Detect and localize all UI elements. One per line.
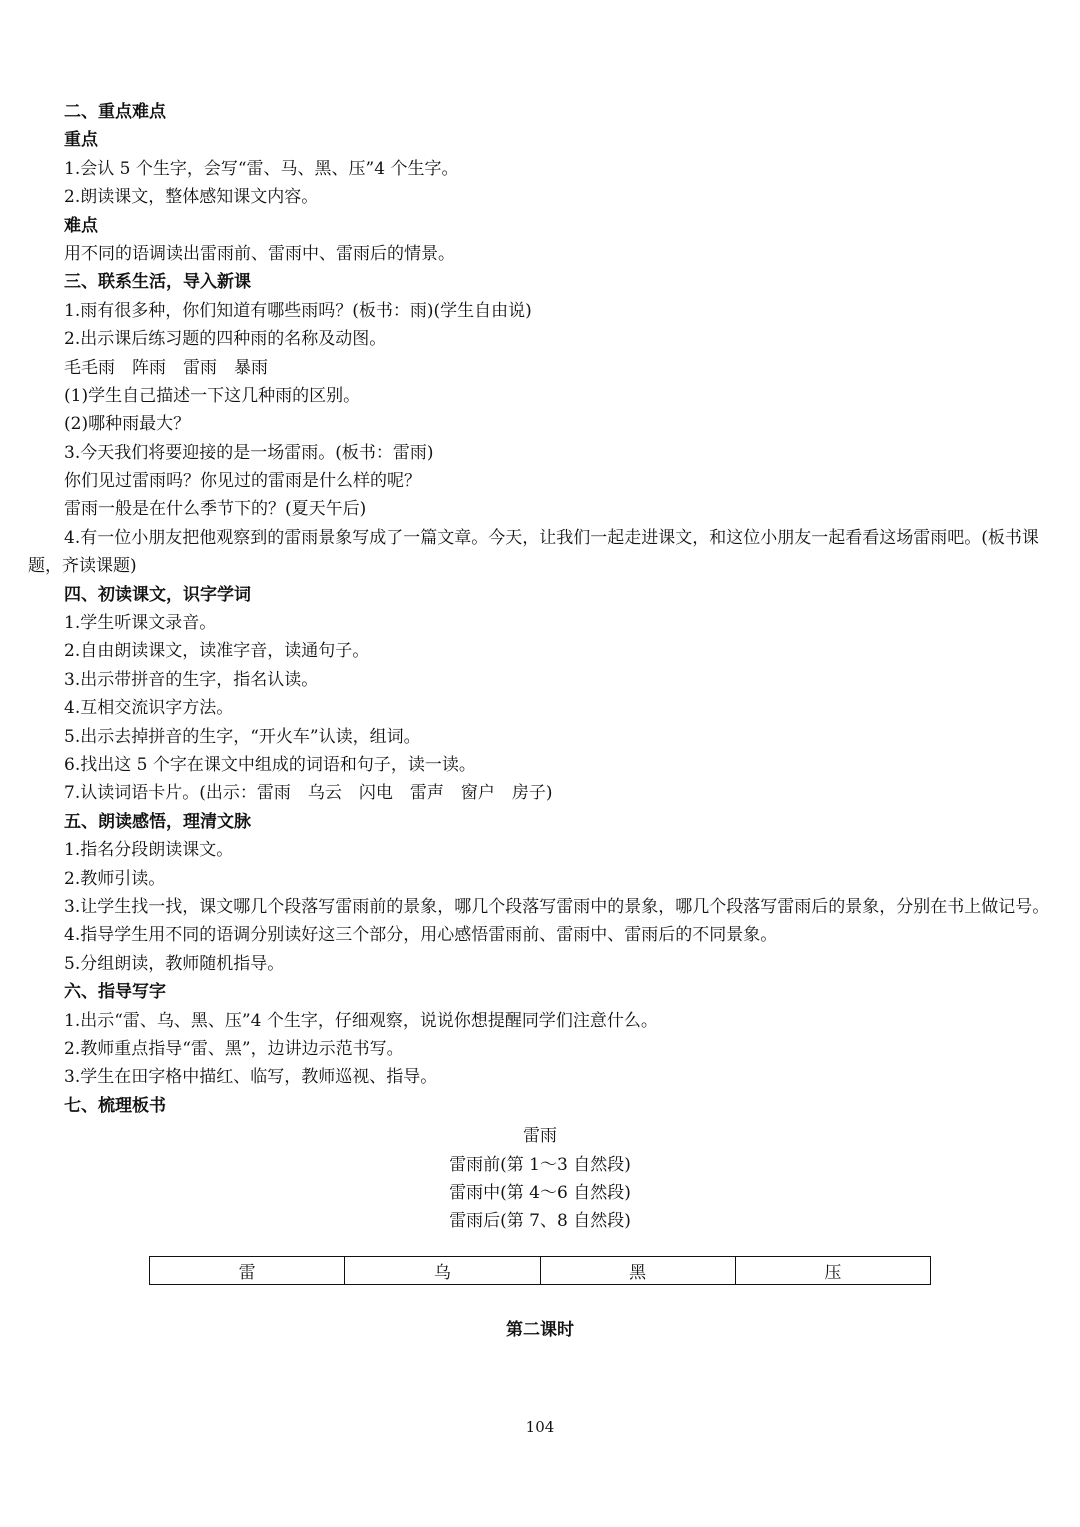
board-line: 雷雨后(第 7、8 自然段) (449, 1211, 631, 1232)
text-line: 2.自由朗读课文，读准字音，读通句子。 (64, 641, 370, 662)
page-number: 104 (525, 1418, 555, 1436)
text-line: 6.找出这 5 个字在课文中组成的词语和句子，读一读。 (64, 755, 476, 776)
text-line: 7.认读词语卡片。(出示：雷雨 乌云 闪电 雷声 窗户 房子) (64, 783, 553, 804)
text-line: 3.学生在田字格中描红、临写，教师巡视、指导。 (64, 1067, 438, 1088)
text-line: (1)学生自己描述一下这几种雨的区别。 (64, 385, 361, 406)
char-cell: 乌 (345, 1256, 540, 1284)
sub-heading: 难点 (64, 215, 98, 236)
paragraph: 3.让学生找一找，课文哪几个段落写雷雨前的景象，哪几个段落写雷雨中的景象，哪几个段落写雷雨后的景象，分别在书上做记号。 (64, 896, 1050, 917)
char-cell: 压 (735, 1256, 930, 1284)
text-line: 1.会认 5 个生字，会写“雷、马、黑、压”4 个生字。 (64, 158, 459, 179)
text-line: 你们见过雷雨吗？你见过的雷雨是什么样的呢？ (64, 471, 421, 492)
board-line: 雷雨前(第 1～3 自然段) (449, 1154, 631, 1175)
text-line: 2.教师引读。 (64, 868, 166, 889)
text-line: 4.互相交流识字方法。 (64, 698, 234, 719)
sub-heading: 重点 (64, 130, 98, 151)
character-table (149, 1256, 931, 1285)
text-line: 2.朗读课文，整体感知课文内容。 (64, 187, 319, 208)
board-title: 雷雨 (523, 1126, 557, 1147)
text-line: 1.出示“雷、乌、黑、压”4 个生字，仔细观察，说说你想提醒同学们注意什么。 (64, 1010, 658, 1031)
table-row (150, 1256, 931, 1284)
text-line: 5.分组朗读，教师随机指导。 (64, 953, 285, 974)
text-line: 2.教师重点指导“雷、黑”，边讲边示范书写。 (64, 1038, 404, 1059)
text-line: 毛毛雨 阵雨 雷雨 暴雨 (64, 357, 268, 378)
board-line: 雷雨中(第 4～6 自然段) (449, 1182, 631, 1203)
section-heading: 六、指导写字 (64, 982, 166, 1003)
text-line: 3.今天我们将要迎接的是一场雷雨。(板书：雷雨) (64, 442, 434, 463)
text-line: 1.学生听课文录音。 (64, 613, 217, 634)
text-line: 5.出示去掉拼音的生字，“开火车”认读，组词。 (64, 726, 421, 747)
text-line: 雷雨一般是在什么季节下的？(夏天午后) (64, 499, 367, 520)
section-heading: 七、梳理板书 (64, 1095, 166, 1116)
text-line: 2.出示课后练习题的四种雨的名称及动图。 (64, 329, 387, 350)
text-line: (2)哪种雨最大？ (64, 414, 191, 435)
text-line: 3.出示带拼音的生字，指名认读。 (64, 669, 319, 690)
char-cell: 黑 (540, 1256, 735, 1284)
section-heading: 四、初读课文，识字学词 (64, 584, 251, 605)
text-line: 1.指名分段朗读课文。 (64, 840, 234, 861)
section-heading: 三、联系生活，导入新课 (64, 272, 251, 293)
lesson-title: 第二课时 (506, 1319, 574, 1340)
char-cell: 雷 (150, 1256, 345, 1284)
section-heading: 五、朗读感悟，理清文脉 (64, 811, 251, 832)
text-line: 4.指导学生用不同的语调分别读好这三个部分，用心感悟雷雨前、雷雨中、雷雨后的不同景象。 (64, 925, 778, 946)
text-line: 1.雨有很多种，你们知道有哪些雨吗？(板书：雨)(学生自由说) (64, 300, 532, 321)
text-line: 用不同的语调读出雷雨前、雷雨中、雷雨后的情景。 (64, 243, 455, 264)
document-page (0, 98, 1080, 1340)
paragraph: 4.有一位小朋友把他观察到的雷雨景象写成了一篇文章。今天，让我们一起走进课文，和这位小朋友一起看看这场雷雨吧。(板书课题，齐读课题) (28, 527, 1039, 577)
section-heading: 二、重点难点 (64, 102, 166, 122)
